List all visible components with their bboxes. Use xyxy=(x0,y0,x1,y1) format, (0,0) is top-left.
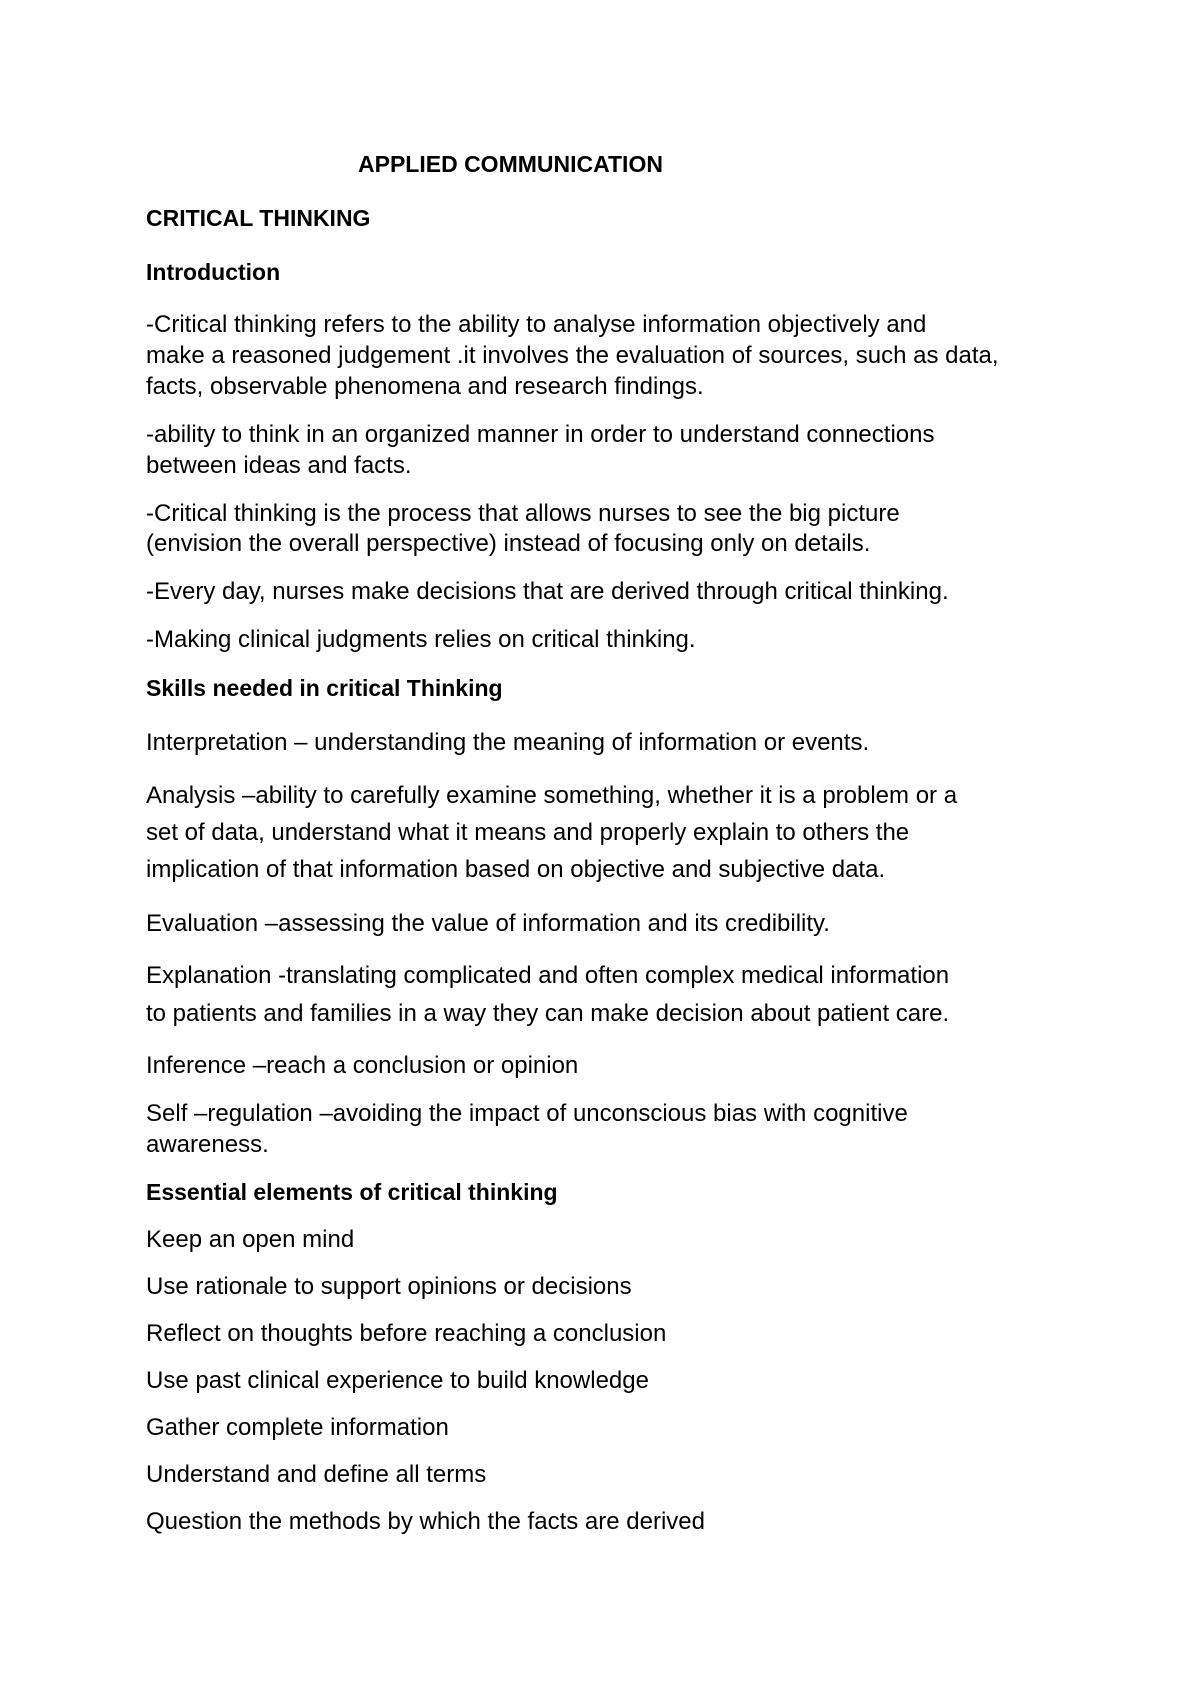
element-item: Reflect on thoughts before reaching a conclusion xyxy=(146,1320,667,1347)
element-item: Use past clinical experience to build knowledge xyxy=(146,1367,649,1394)
skill-item: Self –regulation –avoiding the impact of unconscious bias with cognitive xyxy=(146,1100,908,1127)
paragraph-line: -Critical thinking refers to the ability to analyse information objectively and xyxy=(146,311,927,338)
element-item: Question the methods by which the facts are derived xyxy=(146,1508,705,1535)
skill-item: implication of that information based on objective and subjective data. xyxy=(146,856,886,883)
paragraph-line: -Making clinical judgments relies on critical thinking. xyxy=(146,626,696,653)
element-item: Understand and define all terms xyxy=(146,1461,487,1488)
skill-item: awareness. xyxy=(146,1131,269,1158)
skill-item: Explanation -translating complicated and often complex medical information xyxy=(146,962,950,989)
skill-item: Interpretation – understanding the meaning of information or events. xyxy=(146,729,870,756)
skill-item: to patients and families in a way they can make decision about patient care. xyxy=(146,1000,950,1027)
paragraph-line: between ideas and facts. xyxy=(146,452,412,479)
introduction-heading: Introduction xyxy=(146,259,281,285)
paragraph-line: -Critical thinking is the process that allows nurses to see the big picture xyxy=(146,500,900,527)
paragraph-line: (envision the overall perspective) instead of focusing only on details. xyxy=(146,530,871,557)
skills-heading: Skills needed in critical Thinking xyxy=(146,675,503,701)
skill-item: Analysis –ability to carefully examine something, whether it is a problem or a xyxy=(146,782,958,809)
paragraph-line: -Every day, nurses make decisions that are derived through critical thinking. xyxy=(146,578,949,605)
element-item: Keep an open mind xyxy=(146,1226,355,1253)
document-title: APPLIED COMMUNICATION xyxy=(358,151,663,177)
elements-heading: Essential elements of critical thinking xyxy=(146,1179,558,1205)
paragraph-line: facts, observable phenomena and research findings. xyxy=(146,373,704,400)
section-heading: CRITICAL THINKING xyxy=(146,205,371,231)
skill-item: set of data, understand what it means and properly explain to others the xyxy=(146,819,910,846)
element-item: Gather complete information xyxy=(146,1414,449,1441)
paragraph-line: -ability to think in an organized manner in order to understand connections xyxy=(146,421,935,448)
element-item: Use rationale to support opinions or decisions xyxy=(146,1273,632,1300)
skill-item: Evaluation –assessing the value of information and its credibility. xyxy=(146,910,830,937)
skill-item: Inference –reach a conclusion or opinion xyxy=(146,1052,579,1079)
paragraph-line: make a reasoned judgement .it involves the evaluation of sources, such as data, xyxy=(146,342,999,369)
